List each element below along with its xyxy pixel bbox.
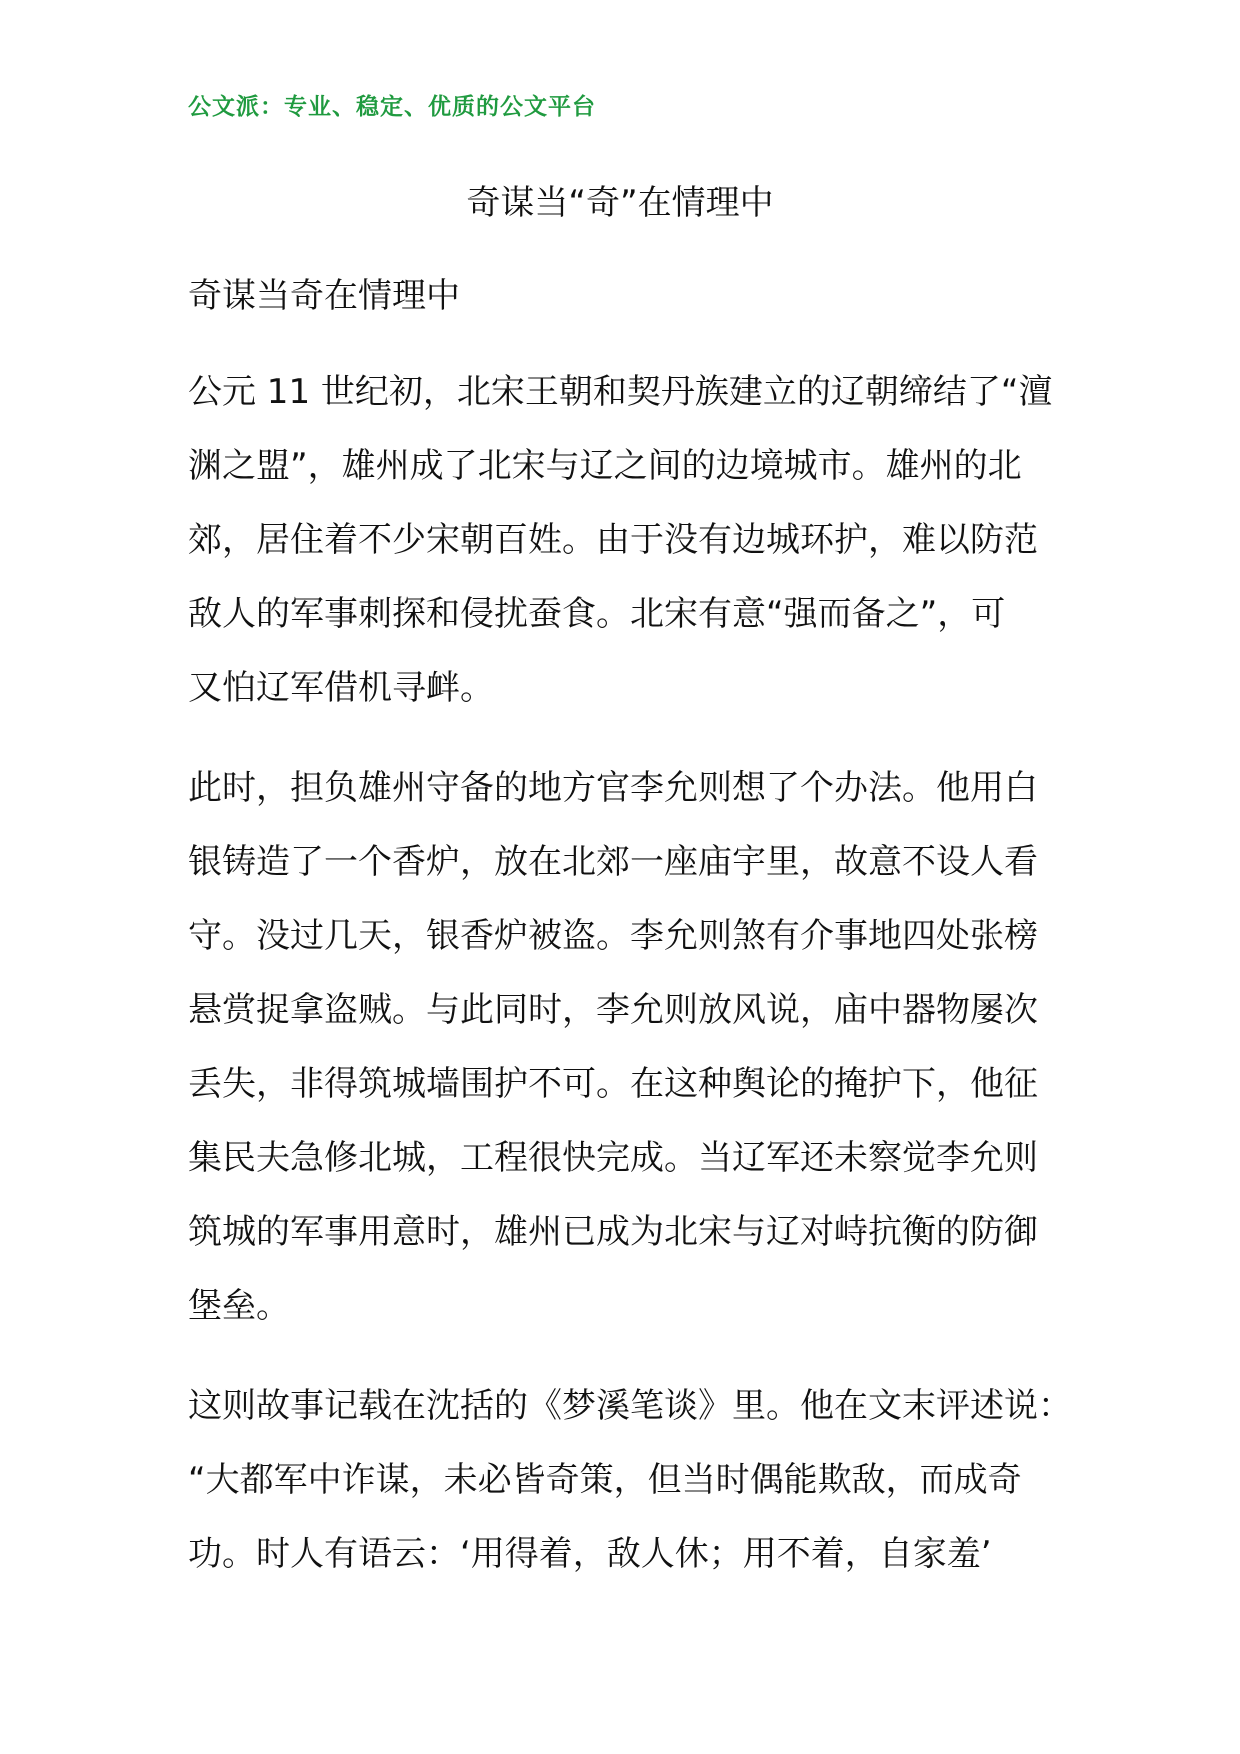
text-line: 渊之盟”，雄州成了北宋与辽之间的边境城市。雄州的北 bbox=[188, 446, 1022, 486]
text-line: 守。没过几天，银香炉被盗。李允则煞有介事地四处张榜 bbox=[188, 916, 1038, 956]
text-line: 敌人的军事刺探和侵扰蚕食。北宋有意“强而备之”，可 bbox=[188, 594, 1006, 634]
text-line: 筑城的军事用意时，雄州已成为北宋与辽对峙抗衡的防御 bbox=[188, 1212, 1038, 1252]
text-line: 银铸造了一个香炉，放在北郊一座庙宇里，故意不设人看 bbox=[188, 842, 1038, 882]
text-line: 功。时人有语云：‘用得着，敌人休；用不着，自家羞’ bbox=[188, 1534, 992, 1574]
text-line: 郊，居住着不少宋朝百姓。由于没有边城环护，难以防范 bbox=[188, 520, 1038, 560]
site-banner: 公文派：专业、稳定、优质的公文平台 bbox=[188, 94, 596, 120]
text-line: “大都军中诈谋，未必皆奇策，但当时偶能欺敌，而成奇 bbox=[188, 1460, 1022, 1500]
article-body bbox=[188, 355, 1088, 1617]
text-line: 这则故事记载在沈括的《梦溪笔谈》里。他在文末评述说： bbox=[188, 1386, 1072, 1426]
text-line: 堡垒。 bbox=[188, 1286, 290, 1326]
text-line: 悬赏捉拿盗贼。与此同时，李允则放风说，庙中器物屡次 bbox=[188, 990, 1038, 1030]
text-line: 公元 11 世纪初，北宋王朝和契丹族建立的辽朝缔结了“澶 bbox=[188, 372, 1053, 412]
text-line: 丢失，非得筑城墙围护不可。在这种舆论的掩护下，他征 bbox=[188, 1064, 1038, 1104]
paragraph-1 bbox=[188, 355, 1088, 725]
text-line: 集民夫急修北城，工程很快完成。当辽军还未察觉李允则 bbox=[188, 1138, 1038, 1178]
paragraph-3 bbox=[188, 1369, 1088, 1591]
text-line: 此时，担负雄州守备的地方官李允则想了个办法。他用白 bbox=[188, 768, 1038, 808]
article-subtitle: 奇谋当奇在情理中 bbox=[188, 276, 460, 316]
page-title: 奇谋当“奇”在情理中 bbox=[466, 183, 774, 223]
paragraph-2 bbox=[188, 751, 1088, 1343]
text-line: 又怕辽军借机寻衅。 bbox=[188, 668, 494, 708]
